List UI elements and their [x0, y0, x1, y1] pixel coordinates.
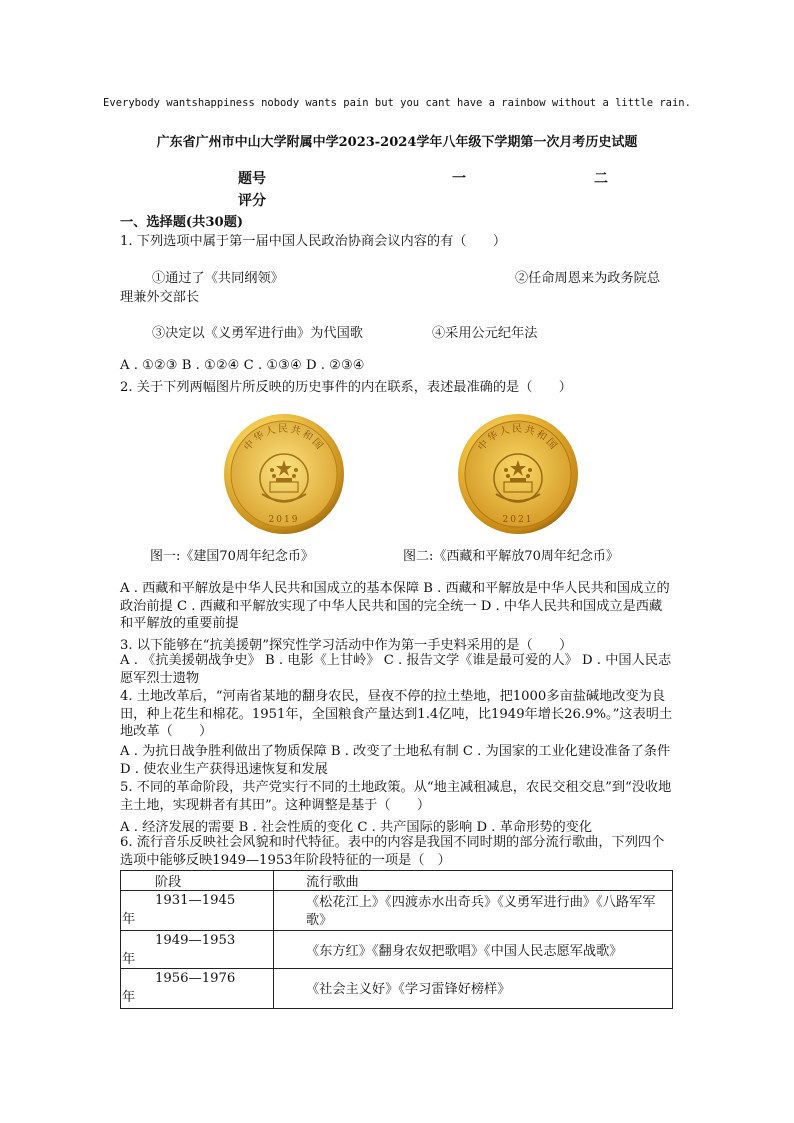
period-suffix: 年	[122, 952, 136, 967]
songs-table	[120, 870, 673, 1009]
period-suffix: 年	[122, 912, 136, 927]
table-row	[121, 969, 673, 1009]
table-row	[121, 931, 673, 969]
period-text: 1956—1976	[155, 971, 236, 986]
q2-options: A . 西藏和平解放是中华人民共和国成立的基本保障 B . 西藏和平解放是中华人民共和国成立的政治前提 C . 西藏和平解放实现了中华人民共和国的完全统一 D . 中华人民共和国成立是西藏和平解放的重要前提	[120, 581, 670, 631]
period-text: 1931—1945	[155, 893, 236, 908]
table-cell-period	[121, 931, 274, 969]
caption-figure2: 图二:《西藏和平解放70周年纪念币》	[403, 549, 619, 564]
score-col1: 一	[452, 171, 466, 187]
coin2-ring-text: 中华人民共和国	[476, 424, 560, 454]
table-cell-songs: 《东方红》《翻身农奴把歌唱》《中国人民志愿军战歌》	[274, 931, 673, 969]
coin1-ring-text: 中华人民共和国	[242, 424, 326, 454]
score-col2: 二	[594, 171, 608, 187]
q4-stem: 4. 土地改革后，“河南省某地的翻身农民，昼夜不停的拉土垫地，把1000多亩盐碱地改变为良田，种上花生和棉花。1951年，全国粮食产量达到1.4亿吨，比1949年增长26.9%。”这表明土地改革（ ）	[120, 689, 673, 739]
q5-stem: 5. 不同的革命阶段，共产党实行不同的土地政策。从“地主减租减息，农民交租交息”到“没收地主土地，实现耕者有其田”。这种调整是基于（ ）	[120, 780, 672, 813]
section-heading: 一、选择题(共30题)	[120, 215, 244, 230]
q1-item4: ④采用公元纪年法	[432, 326, 538, 341]
q1-item2: ②任命周恩来为政务院总	[515, 271, 661, 286]
q1-options: A . ①②③ B . ①②④ C . ①③④ D . ②③④	[120, 358, 365, 373]
table-cell-period	[121, 891, 274, 931]
q1-item3: ③决定以《义勇军进行曲》为代国歌	[152, 326, 363, 341]
period-suffix: 年	[122, 990, 136, 1005]
q1-stem: 1. 下列选项中属于第一届中国人民政治协商会议内容的有（ ）	[120, 234, 507, 249]
caption-figure1: 图一:《建国70周年纪念币》	[150, 549, 314, 564]
period-text: 1949—1953	[155, 933, 236, 948]
table-header-period: 阶段	[121, 871, 274, 891]
table-cell-songs: 《社会主义好》《学习雷锋好榜样》	[274, 969, 673, 1009]
q1-item2-cont: 理兼外交部长	[120, 290, 200, 305]
table-row	[121, 891, 673, 931]
coin-2021-image	[456, 412, 580, 536]
table-cell-songs: 《松花江上》《四渡赤水出奇兵》《义勇军进行曲》《八路军军歌》	[274, 891, 673, 931]
q6-stem: 6. 流行音乐反映社会风貌和时代特征。表中的内容是我国不同时期的部分流行歌曲，下列四个选项中能够反映1949—1953年阶段特征的一项是（ ）	[120, 835, 665, 868]
table-cell-period	[121, 969, 274, 1009]
score-row1-label: 题号	[238, 171, 266, 187]
q2-stem: 2. 关于下列两幅图片所反映的历史事件的内在联系，表述最准确的是（ ）	[120, 380, 572, 395]
q3-stem: 3. 以下能够在“抗美援朝”探究性学习活动中作为第一手史料采用的是（ ）	[120, 638, 573, 653]
q3-options: A . 《抗美援朝战争史》 B . 电影《上甘岭》 C . 报告文学《谁是最可爱的人》 D . 中国人民志愿军烈士遗物	[120, 653, 672, 686]
q4-options: A . 为抗日战争胜利做出了物质保障 B . 改变了土地私有制 C . 为国家的工业化建设准备了条件 D . 使农业生产获得迅速恢复和发展	[120, 744, 671, 777]
q1-item1: ①通过了《共同纲领》	[152, 271, 284, 286]
motto-line: Everybody wantshappiness nobody wants pain but you cant have a rainbow without a little rain.	[103, 97, 691, 109]
q5-options: A . 经济发展的需要 B . 社会性质的变化 C . 共产国际的影响 D . 革命形势的变化	[120, 820, 593, 835]
coin-2019-image	[222, 412, 346, 536]
coin1-year: 2019	[268, 515, 300, 525]
score-row2-label: 评分	[238, 193, 266, 209]
coin2-year: 2021	[502, 515, 534, 525]
table-header-songs: 流行歌曲	[274, 871, 673, 891]
table-header-row	[121, 871, 673, 891]
page-title: 广东省广州市中山大学附属中学2023-2024学年八年级下学期第一次月考历史试题	[156, 135, 638, 150]
